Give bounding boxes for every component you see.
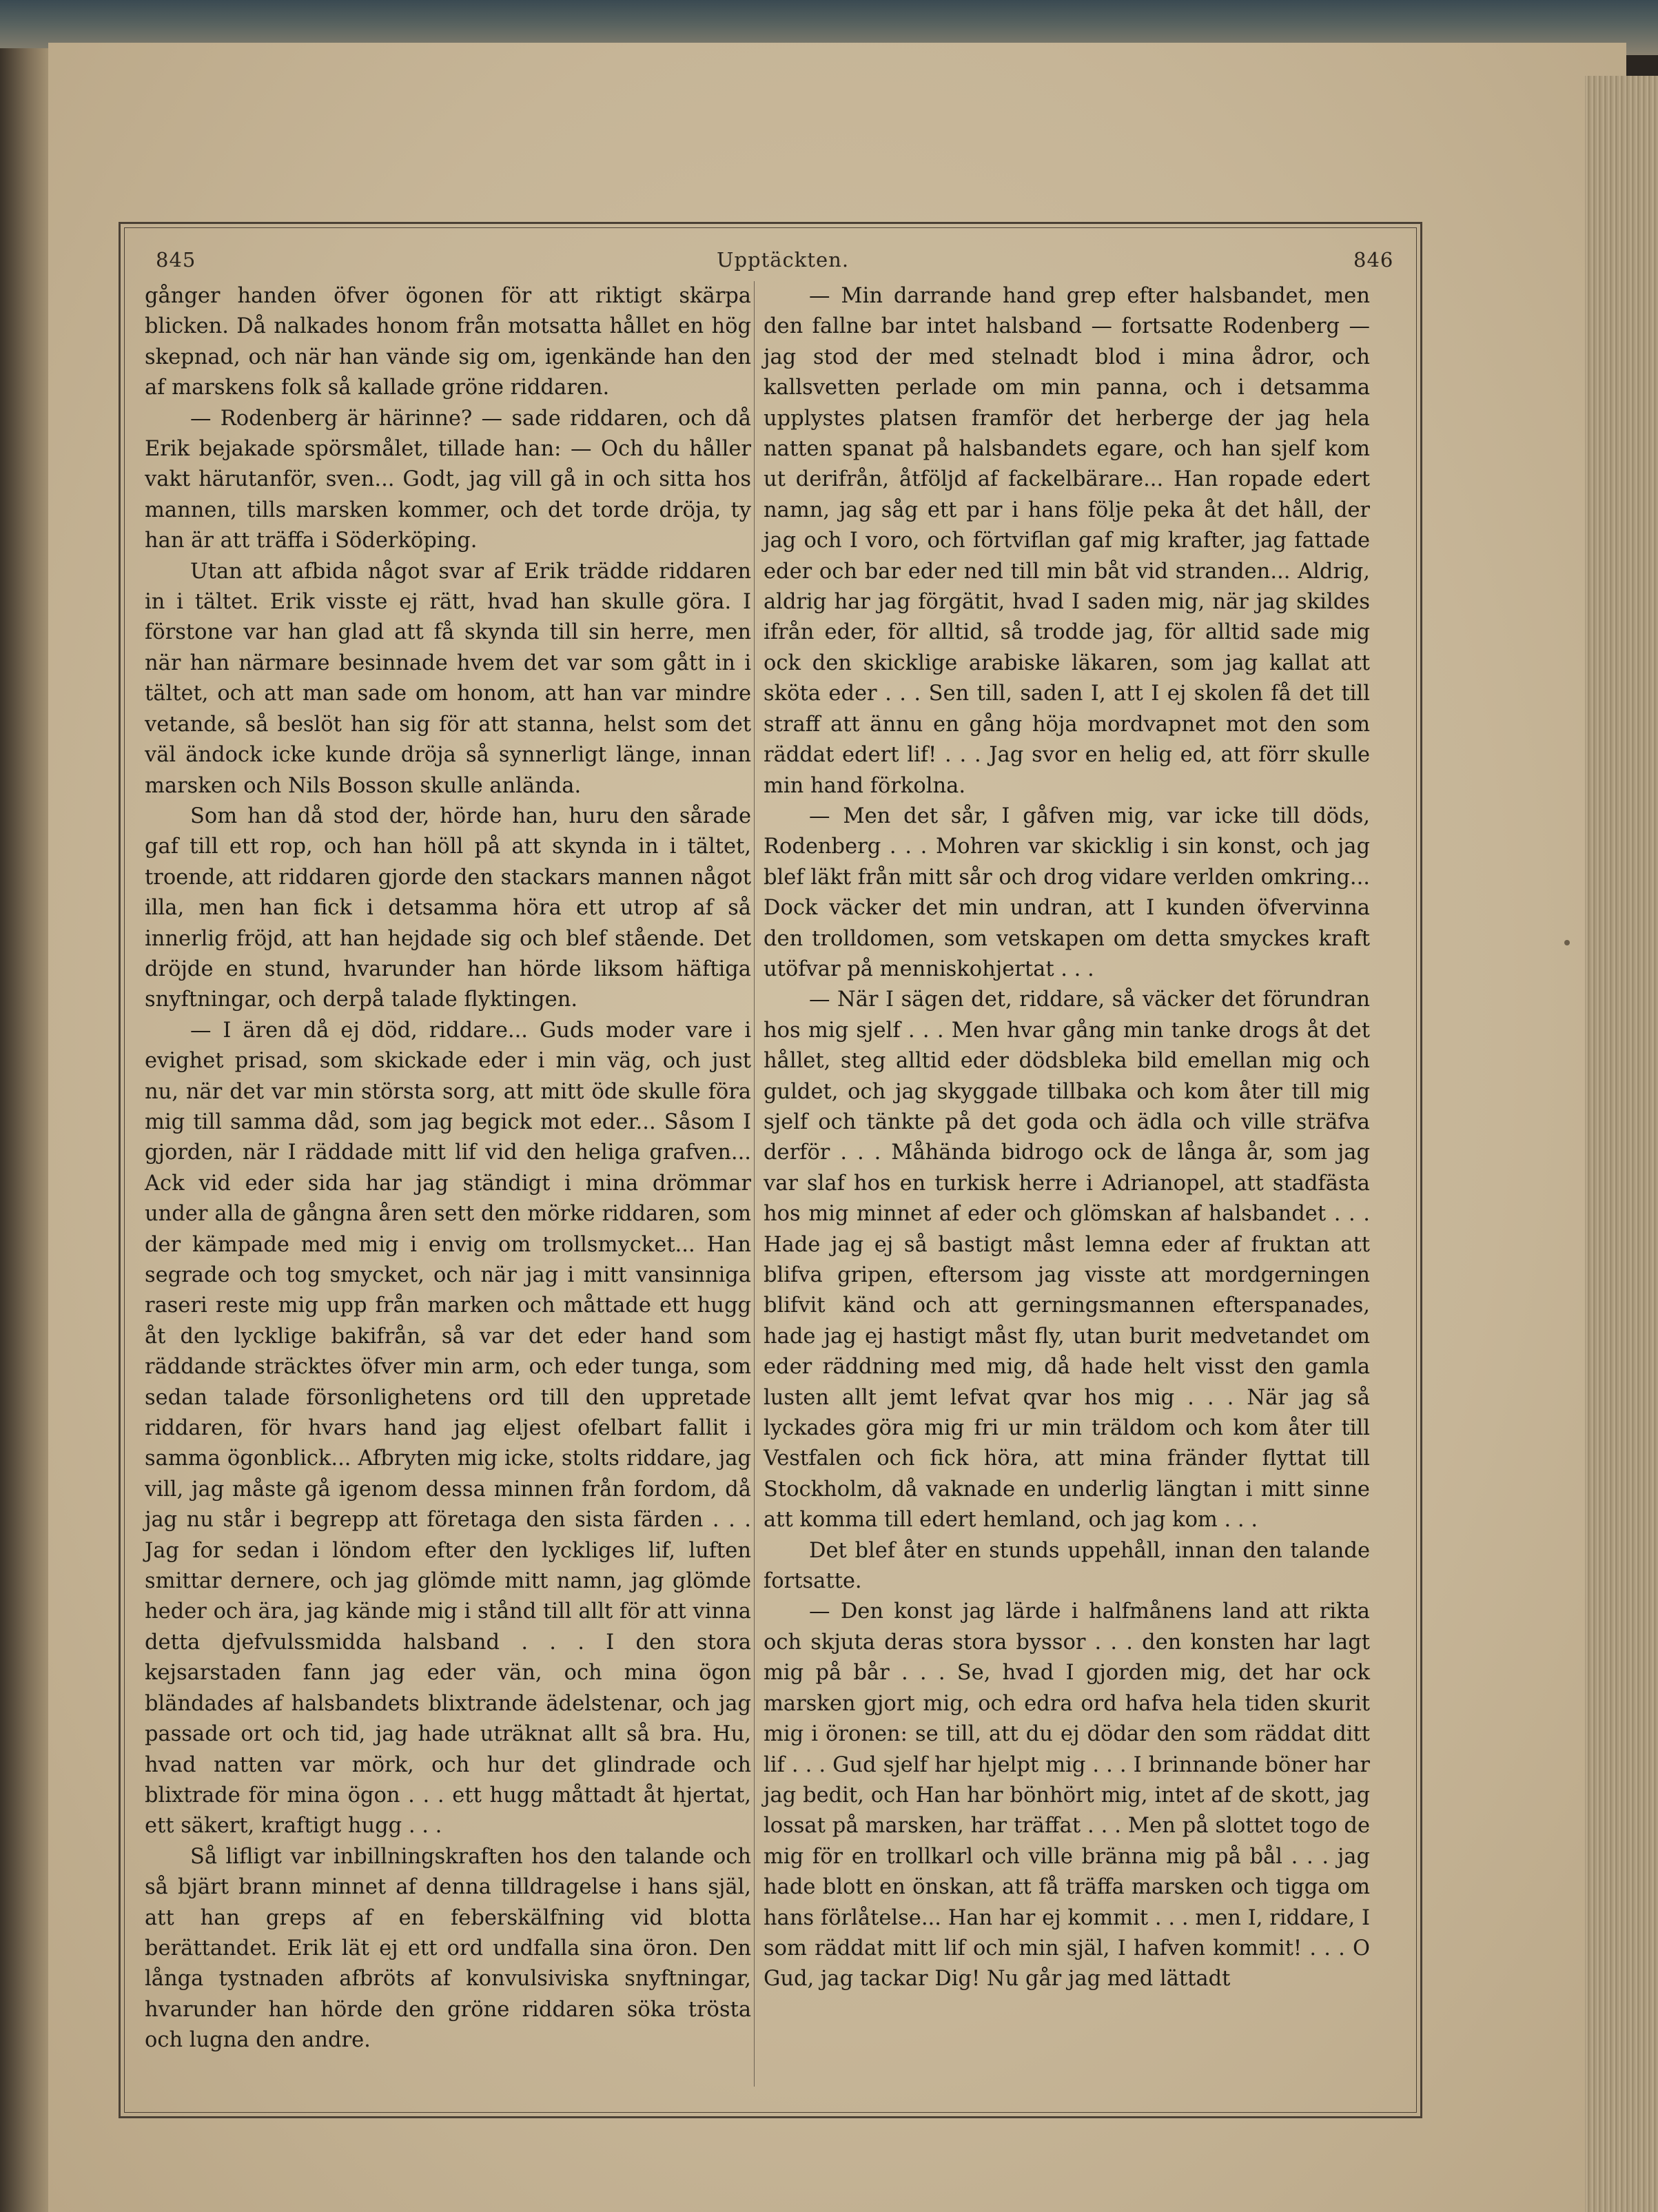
book-left-edge <box>0 48 52 2212</box>
paper-speck <box>1564 940 1570 945</box>
column-divider <box>754 281 755 2087</box>
paragraph: Så lifligt var inbillningskraften hos den talande och så bjärt brann minnet af denna tilldragelse i hans själ, att han greps af en feberskälfning vid blotta berättandet. Erik lät ej ett ord undfalla sina öron. Den långa tystnaden afbröts af konvulsiviska snyftningar, hvarunder han hörde den gröne riddaren söka trösta och lugna den andre. <box>145 1844 751 2053</box>
paragraph: Utan att afbida något svar af Erik trädde riddaren in i tältet. Erik visste ej rätt, hvad han skulle göra. I förstone var han glad att få skynda till sin herre, men när han närmare besinnade hvem det var som gått in i tältet, och att man sade om honom, att han var mindre vetande, så beslöt han sig för att stanna, helst som det väl ändock icke kunde dröja så synnerligt länge, innan marsken och Nils Bosson skulle anlända. <box>145 559 751 798</box>
running-title: Upptäckten. <box>717 248 850 272</box>
paragraph: — Rodenberg är härinne? — sade riddaren, och då Erik bejakade spörsmålet, tillade han: — Och du håller vakt härutanför, sven... Godt, jag vill gå in och sitta hos mannen, tills marsken kommer, och det torde dröja, ty han är att träffa i Söderköping. <box>145 406 751 553</box>
paragraph: gånger handen öfver ögonen för att riktigt skärpa blicken. Då nalkades honom från motsatta hållet en hög skepnad, och när han vände sig om, igenkände han den af marskens folk så kallade gröne riddaren. <box>145 284 751 400</box>
text-column-right <box>764 281 1370 1995</box>
page-stack-right-edge <box>1585 76 1658 2212</box>
paragraph: — Min darrande hand grep efter halsbandet, men den fallne bar intet halsband — fortsatte Rodenberg — jag stod der med stelnadt blod i mina ådror, och kallsvetten perlade om min panna, och i detsamma upplystes platsen framför det herberge der jag hela natten spanat på halsbandets egare, och han sjelf kom ut derifrån, åtföljd af fackelbärare... Han ropade edert namn, jag såg ett par i hans följe peka åt det håll, der jag och I voro, och förtviflan gaf mig krafter, jag fattade eder och bar eder ned till min båt vid stranden... Aldrig, aldrig har jag förgätit, hvad I saden mig, när jag skildes ifrån eder, för alltid, så trodde jag, för alltid sade mig ock den skicklige arabiske läkaren, som jag kallat att sköta eder . . . Sen till, saden I, att I ej skolen få det till straff att ännu en gång höja mordvapnet mot den som räddat edert lif! . . . Jag svor en helig ed, att förr skulle min hand förkolna. <box>764 284 1370 798</box>
page-number-right: 846 <box>1353 248 1394 272</box>
paragraph: — När I sägen det, riddare, så väcker det förundran hos mig sjelf . . . Men hvar gång min tanke drogs åt det hållet, steg alltid eder dödsbleka bild emellan mig och guldet, och jag skyggade tillbaka och kom åter till mig sjelf och tänkte på det goda och ädla och ville sträfva derför . . . Måhända bidrogo ock de långa år, som jag var slaf hos en turkisk herre i Adrianopel, att stadfästa hos mig minnet af eder och glömskan af halsbandet . . . Hade jag ej så bastigt måst lemna eder af fruktan att blifva gripen, eftersom jag visste att mordgerningen blifvit känd och att gerningsmannen efterspanades, hade jag ej hastigt måst fly, utan burit medvetandet om eder räddning med mig, då hade helt visst den gamla lusten allt jemt lefvat qvar hos mig . . . När jag så lyckades göra mig fri ur min träldom och kom åter till Vestfalen och fick höra, att mina fränder flyttat till Stockholm, då vaknade en underlig längtan i mitt sinne att komma till edert hemland, och jag kom . . . <box>764 987 1370 1533</box>
page-number-left: 845 <box>156 248 196 272</box>
text-column-left <box>145 281 751 2056</box>
paragraph: — Men det sår, I gåfven mig, var icke till döds, Rodenberg . . . Mohren var skicklig i sin konst, och jag blef läkt från mitt sår och drog vidare verlden omkring... Dock väcker det min undran, att I kunden öfvervinna den trolldomen, som vetskapen om detta smyckes kraft utöfvar på menniskohjertat . . . <box>764 803 1370 981</box>
paragraph: Det blef åter en stunds uppehåll, innan den talande fortsatte. <box>764 1538 1370 1594</box>
paragraph: — I ären då ej död, riddare... Guds moder vare i evighet prisad, som skickade eder i min väg, och just nu, när det var min största sorg, att mitt öde skulle föra mig till samma dåd, som jag begick mot eder... Såsom I gjorden, när I räddade mitt lif vid den heliga grafven... Ack vid eder sida har jag ständigt i mina drömmar under alla de gångna åren sett den mörke riddaren, som der kämpade med mig i envig om trollsmycket... Han segrade och tog smycket, och när jag i mitt vansinniga raseri reste mig upp från marken och måttade ett hugg åt den lycklige bakifrån, så var det eder hand som räddande sträcktes öfver min arm, och eder tunga, som sedan talade försonlighetens ord till den uppretade riddaren, för hvars hand jag eljest ofelbart fallit i samma ögonblick... Afbryten mig icke, stolts riddare, jag vill, jag måste gå igenom dessa minnen från fordom, då jag nu står i begrepp att företaga den sista färden . . . Jag for sedan i löndom efter den lyckliges lif, luften smittar dernere, och jag glömde mitt namn, jag glömde heder och ära, jag kände mig i stånd till allt för att vinna detta djefvulssmidda halsband . . . I den stora kejsarstaden fann jag eder vän, och mina ögon bländades af halsbandets blixtrande ädelstenar, och jag passade ort och tid, jag hade uträknat allt så bra. Hu, hvad natten var mörk, och hur det glindrade och blixtrade för mina ögon . . . ett hugg måttadt åt hjertat, ett säkert, kraftigt hugg . . . <box>145 1018 751 1839</box>
paragraph: Som han då stod der, hörde han, huru den sårade gaf till ett rop, och han höll på att skynda in i tältet, troende, att riddaren gjorde den stackars mannen något illa, men han fick i detsamma höra ett utrop af så innerlig fröjd, att han hejdade sig och blef stående. Det dröjde en stund, hvarunder han hörde liksom häftiga snyftningar, och derpå talade flyktingen. <box>145 803 751 1012</box>
paragraph: — Den konst jag lärde i halfmånens land att rikta och skjuta deras stora byssor . . . den konsten har lagt mig på bår . . . Se, hvad I gjorden mig, det har ock marsken gjort mig, och edra ord hafva hela tiden skurit mig i öronen: se till, att du ej dödar den som räddat ditt lif . . . Gud sjelf har hjelpt mig . . . I brinnande böner har jag bedit, och Han har bönhört mig, intet af de skott, jag lossat på marsken, har träffat . . . Men på slottet togo de mig för en trollkarl och ville bränna mig på bål . . . jag hade blott en önskan, att få träffa marsken och tigga om hans förlåtelse... Han har ej kommit . . . men I, riddare, I som räddat mitt lif och min själ, I hafven kommit! . . . O Gud, jag tackar Dig! Nu går jag med lättadt <box>764 1599 1370 1991</box>
